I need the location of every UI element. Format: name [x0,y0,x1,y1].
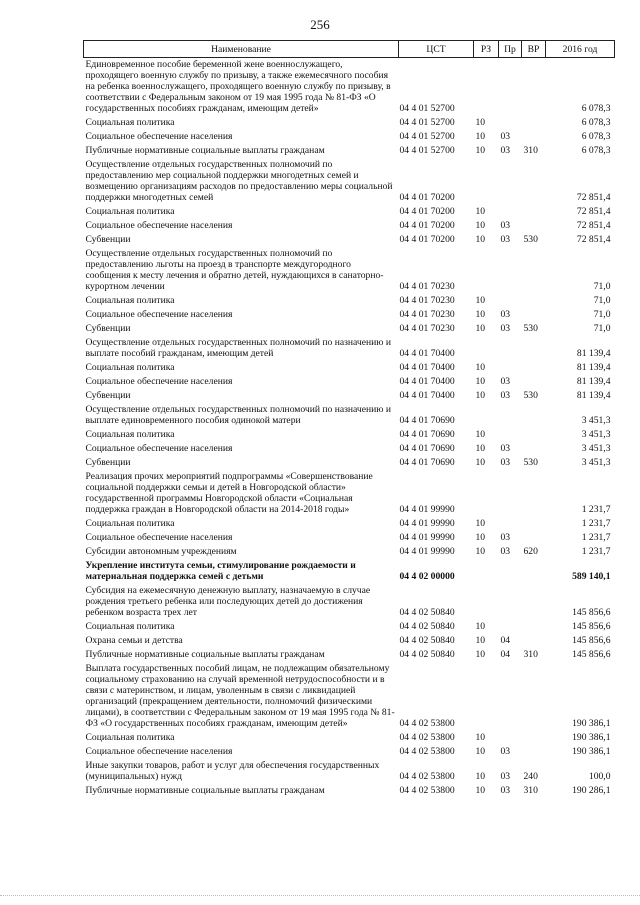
cell-pr: 03 [500,546,511,557]
cell-name: Социальное обеспечение населения [85,220,233,231]
cell-cst: 04 4 01 70200 [399,234,455,245]
cell-vr [522,662,546,731]
cell-vr: 530 [523,390,538,401]
header-vr: ВР [522,41,546,58]
cell-sum: 6 078,3 [581,145,611,156]
cell-rz: 10 [475,362,486,373]
cell-rz: 10 [475,785,486,796]
table-row [84,322,615,336]
cell-cst: 04 4 01 70230 [399,295,455,306]
table-row [84,375,615,389]
cell-pr: 03 [500,532,511,543]
cell-rz [474,403,499,428]
cell-rz: 10 [475,649,486,660]
cell-name: Социальное обеспечение населения [85,443,233,454]
cell-cst: 04 4 01 70690 [399,429,455,440]
cell-vr: 530 [523,457,538,468]
cell-name: Социальная политика [85,518,175,529]
cell-cst: 04 4 01 99990 [399,518,455,529]
cell-rz: 10 [475,145,486,156]
header-cst: ЦСТ [399,41,474,58]
cell-vr [522,731,546,745]
table-row [84,130,615,144]
cell-cst: 04 4 01 70690 [399,443,455,454]
cell-vr: 530 [523,234,538,245]
cell-sum: 190 386,1 [572,746,611,757]
cell-pr [499,731,522,745]
cell-name: Субсидии автономным учреждениям [85,546,237,557]
cell-name: Социальная политика [85,362,175,373]
cell-sum: 190 386,1 [572,732,611,743]
table-row [84,116,615,130]
table-row [84,745,615,759]
cell-sum: 81 139,4 [576,348,611,359]
cell-rz: 10 [475,390,486,401]
cell-vr [522,116,546,130]
table-row [84,442,615,456]
cell-sum: 145 856,6 [572,621,611,632]
cell-sum: 72 851,4 [576,220,611,231]
cell-rz [474,559,499,584]
table-row [84,470,615,517]
cell-pr [499,470,522,517]
cell-rz [474,470,499,517]
table-row [84,428,615,442]
table-row [84,634,615,648]
cell-rz: 10 [475,546,486,557]
table-row [84,662,615,731]
cell-vr [522,247,546,294]
cell-vr [522,559,546,584]
cell-cst: 04 4 02 53800 [399,785,455,796]
cell-rz [474,158,499,205]
cell-cst: 04 4 01 52700 [399,103,455,114]
cell-rz [474,336,499,361]
cell-name: Социальная политика [85,732,175,743]
cell-cst: 04 4 02 53800 [399,732,455,743]
cell-rz: 10 [475,518,486,529]
cell-vr: 310 [523,785,538,796]
cell-rz: 10 [475,532,486,543]
cell-pr [499,428,522,442]
cell-vr [522,745,546,759]
cell-pr [499,403,522,428]
cell-cst: 04 4 01 70400 [399,376,455,387]
cell-sum: 190 286,1 [572,785,611,796]
cell-pr [499,584,522,620]
cell-sum: 71,0 [593,295,611,306]
cell-pr: 03 [500,443,511,454]
cell-cst: 04 4 02 50840 [399,649,455,660]
cell-name: Социальная политика [85,117,175,128]
header-sum: 2016 год [546,41,615,58]
cell-sum: 1 231,7 [581,518,611,529]
header-name: Наименование [84,41,399,58]
cell-rz: 10 [475,621,486,632]
cell-cst: 04 4 02 53800 [399,771,455,782]
cell-vr [522,428,546,442]
cell-cst: 04 4 01 70230 [399,309,455,320]
table-row [84,517,615,531]
cell-name: Единовременное пособие беременной жене военнослужащего, проходящего военную службу по призыву, а также ежемесячного пособия на ребенка военнослужащего, проходящего военную службу по призыву, в соответствии с Федеральным законом от 19 мая 1995 года № 81-ФЗ «О государственных пособиях гражданам, имеющим детей» [85,59,391,114]
cell-name: Субвенции [85,234,131,245]
cell-cst: 04 4 01 52700 [399,117,455,128]
cell-rz: 10 [475,206,486,217]
cell-cst: 04 4 01 70200 [399,206,455,217]
cell-name: Осуществление отдельных государственных полномочий по предоставлению мер социальной поддержки многодетных семей и возмещению организациям расходов по предоставлению меры социальной поддержки многодетных семей [85,159,393,203]
cell-pr: 03 [500,234,511,245]
table-row [84,559,615,584]
cell-name: Социальная политика [85,621,175,632]
cell-sum: 6 078,3 [581,131,611,142]
cell-name: Социальное обеспечение населения [85,746,233,757]
cell-vr [522,517,546,531]
cell-name: Охрана семьи и детства [85,635,183,646]
cell-vr [522,58,546,117]
cell-cst: 04 4 02 53800 [399,718,455,729]
cell-rz: 10 [475,429,486,440]
cell-name: Социальное обеспечение населения [85,532,233,543]
cell-sum: 589 140,1 [572,571,611,582]
cell-sum: 71,0 [593,281,611,292]
cell-sum: 3 451,3 [581,429,611,440]
cell-name: Субвенции [85,457,131,468]
cell-cst: 04 4 01 99990 [399,504,455,515]
cell-sum: 145 856,6 [572,649,611,660]
cell-cst: 04 4 01 70400 [399,390,455,401]
cell-pr [499,361,522,375]
page-number: 256 [310,17,330,32]
header-rz: РЗ [474,41,499,58]
cell-cst: 04 4 01 70230 [399,281,455,292]
cell-pr: 03 [500,771,511,782]
cell-vr [522,294,546,308]
cell-rz: 10 [475,220,486,231]
table-row [84,233,615,247]
cell-rz: 10 [475,309,486,320]
cell-rz: 10 [475,323,486,334]
cell-pr [499,559,522,584]
cell-name: Осуществление отдельных государственных полномочий по предоставлению льготы на проезд в транспорте междугородного сообщения к месту лечения и обратно детей, нуждающихся в санаторно-курортном лечении [85,248,384,292]
cell-pr [499,517,522,531]
header-pr: Пр [499,41,522,58]
cell-name: Социальная политика [85,295,175,306]
cell-vr [522,219,546,233]
cell-sum: 100,0 [588,771,611,782]
cell-pr [499,205,522,219]
table-header [84,41,615,58]
cell-name: Осуществление отдельных государственных полномочий по назначению и выплате пособий гражданам, имеющим детей [85,337,391,359]
cell-pr [499,158,522,205]
table-row [84,308,615,322]
cell-name: Субсидия на ежемесячную денежную выплату, назначаемую в случае рождения третьего ребенка или последующих детей до достижения ребенком возраста трех лет [85,585,371,618]
cell-pr [499,620,522,634]
cell-vr [522,531,546,545]
cell-vr: 310 [523,649,538,660]
cell-pr [499,662,522,731]
cell-vr [522,375,546,389]
table-row [84,784,615,798]
cell-name: Иные закупки товаров, работ и услуг для обеспечения государственных (муниципальных) нужд [85,760,380,782]
table-row [84,361,615,375]
cell-vr: 310 [523,145,538,156]
cell-rz: 10 [475,443,486,454]
budget-table [83,40,615,798]
cell-pr: 03 [500,145,511,156]
cell-name: Публичные нормативные социальные выплаты гражданам [85,649,325,660]
cell-pr: 03 [500,376,511,387]
cell-cst: 04 4 01 70400 [399,362,455,373]
scan-edge-dots [0,893,640,896]
cell-sum: 3 451,3 [581,443,611,454]
cell-sum: 190 386,1 [572,718,611,729]
cell-cst: 04 4 01 70690 [399,457,455,468]
cell-cst: 04 4 01 99990 [399,546,455,557]
cell-sum: 1 231,7 [581,504,611,515]
cell-vr: 240 [523,771,538,782]
cell-pr: 03 [500,220,511,231]
cell-sum: 6 078,3 [581,103,611,114]
cell-sum: 72 851,4 [576,234,611,245]
cell-rz [474,662,499,731]
cell-cst: 04 4 01 70690 [399,415,455,426]
cell-name: Укрепление института семьи, стимулирование рождаемости и материальная поддержка семей с детьми [85,560,356,582]
cell-sum: 81 139,4 [576,376,611,387]
cell-rz: 10 [475,771,486,782]
table-row [84,205,615,219]
cell-vr [522,308,546,322]
table-row [84,144,615,158]
table-row [84,648,615,662]
cell-cst: 04 4 02 00000 [399,571,455,582]
table-row [84,219,615,233]
cell-rz [474,58,499,117]
table-row [84,531,615,545]
cell-rz: 10 [475,131,486,142]
cell-vr [522,361,546,375]
cell-sum: 6 078,3 [581,117,611,128]
cell-rz: 10 [475,376,486,387]
cell-name: Социальная политика [85,206,175,217]
table-row [84,403,615,428]
cell-rz: 10 [475,732,486,743]
cell-name: Субвенции [85,323,131,334]
table-row [84,158,615,205]
cell-vr [522,403,546,428]
cell-vr [522,442,546,456]
table-row [84,389,615,403]
cell-vr [522,336,546,361]
cell-pr [499,116,522,130]
cell-name: Выплата государственных пособий лицам, не подлежащим обязательному социальному страхованию на случай временной нетрудоспособности и в связи с материнством, и лицам, уволенным в связи с ликвидацией организаций (прекращением деятельности, полномочий физическими лицами), в соответствии с Федеральным законом от 19 мая 1995 года № 81-ФЗ «О государственных пособиях гражданам, имеющим детей» [85,663,395,729]
table-row [84,545,615,559]
table-row [84,584,615,620]
cell-pr: 03 [500,131,511,142]
cell-sum: 71,0 [593,323,611,334]
cell-vr [522,158,546,205]
cell-cst: 04 4 01 99990 [399,532,455,543]
cell-sum: 145 856,6 [572,607,611,618]
cell-sum: 3 451,3 [581,415,611,426]
table-row [84,247,615,294]
cell-cst: 04 4 01 70230 [399,323,455,334]
cell-vr [522,620,546,634]
cell-rz: 10 [475,295,486,306]
cell-rz: 10 [475,746,486,757]
cell-pr: 03 [500,390,511,401]
cell-pr [499,247,522,294]
cell-vr: 620 [523,546,538,557]
cell-cst: 04 4 01 70400 [399,348,455,359]
cell-name: Социальное обеспечение населения [85,131,233,142]
table-body [84,58,615,799]
cell-pr: 03 [500,746,511,757]
cell-sum: 1 231,7 [581,546,611,557]
cell-sum: 72 851,4 [576,192,611,203]
cell-cst: 04 4 01 52700 [399,131,455,142]
cell-sum: 81 139,4 [576,390,611,401]
cell-cst: 04 4 02 50840 [399,621,455,632]
table-row [84,731,615,745]
cell-rz: 10 [475,635,486,646]
cell-sum: 145 856,6 [572,635,611,646]
cell-pr: 04 [500,649,511,660]
cell-rz: 10 [475,457,486,468]
cell-pr: 03 [500,309,511,320]
cell-cst: 04 4 01 70200 [399,192,455,203]
table-row [84,456,615,470]
cell-vr [522,205,546,219]
cell-cst: 04 4 01 70200 [399,220,455,231]
cell-pr: 04 [500,635,511,646]
cell-rz [474,247,499,294]
cell-pr [499,336,522,361]
cell-name: Осуществление отдельных государственных полномочий по назначению и выплате единовременного пособия одинокой матери [85,404,391,426]
cell-pr: 03 [500,785,511,796]
cell-vr [522,584,546,620]
cell-sum: 81 139,4 [576,362,611,373]
cell-vr: 530 [523,323,538,334]
cell-sum: 1 231,7 [581,532,611,543]
cell-vr [522,130,546,144]
cell-vr [522,470,546,517]
cell-rz: 10 [475,234,486,245]
cell-pr: 03 [500,323,511,334]
table-row [84,58,615,117]
cell-cst: 04 4 02 53800 [399,746,455,757]
cell-vr [522,634,546,648]
cell-cst: 04 4 01 52700 [399,145,455,156]
cell-rz [474,584,499,620]
cell-sum: 72 851,4 [576,206,611,217]
table-row [84,336,615,361]
cell-name: Социальное обеспечение населения [85,309,233,320]
cell-pr [499,58,522,117]
cell-cst: 04 4 02 50840 [399,607,455,618]
cell-name: Публичные нормативные социальные выплаты гражданам [85,145,325,156]
table-row [84,294,615,308]
cell-cst: 04 4 02 50840 [399,635,455,646]
cell-name: Социальное обеспечение населения [85,376,233,387]
table-row [84,620,615,634]
cell-pr: 03 [500,457,511,468]
cell-sum: 71,0 [593,309,611,320]
cell-name: Социальная политика [85,429,175,440]
cell-name: Публичные нормативные социальные выплаты гражданам [85,785,325,796]
table-row [84,759,615,784]
cell-sum: 3 451,3 [581,457,611,468]
cell-rz: 10 [475,117,486,128]
cell-name: Субвенции [85,390,131,401]
cell-name: Реализация прочих мероприятий подпрограммы «Совершенствование социальной поддержки семьи и детей в Новгородской области» государственной программы Новгородской области «Социальная поддержка граждан в Новгородской области на 2014-2018 годы» [85,471,373,515]
cell-pr [499,294,522,308]
